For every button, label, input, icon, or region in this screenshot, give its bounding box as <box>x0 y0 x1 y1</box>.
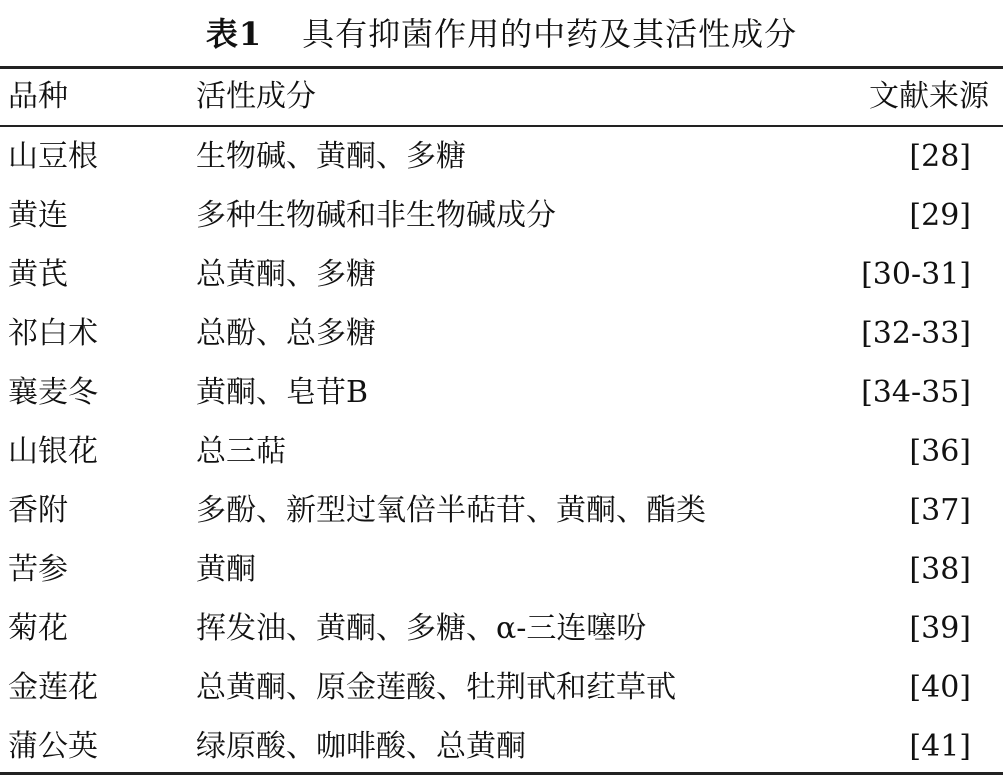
table-row <box>0 186 1003 245</box>
cell-components: 多酚、新型过氧倍半萜苷、黄酮、酯类 <box>196 493 706 528</box>
cell-reference: [36] <box>909 434 971 469</box>
table-row <box>0 422 1003 481</box>
cell-variety: 祁白术 <box>8 316 98 351</box>
cell-variety: 黄连 <box>8 198 68 233</box>
cell-reference: [41] <box>909 729 971 764</box>
cell-components: 绿原酸、咖啡酸、总黄酮 <box>196 729 526 764</box>
cell-components: 黄酮、皂苷B <box>196 375 369 410</box>
cell-components: 生物碱、黄酮、多糖 <box>196 139 466 174</box>
table-row <box>0 481 1003 540</box>
cell-variety: 苦参 <box>8 552 68 587</box>
cell-reference: [38] <box>909 552 971 587</box>
cell-variety: 山豆根 <box>8 139 98 174</box>
table-row <box>0 127 1003 186</box>
table-row <box>0 717 1003 776</box>
cell-reference: [30-31] <box>861 257 971 292</box>
table-row <box>0 304 1003 363</box>
cell-reference: [28] <box>909 139 971 174</box>
table-row <box>0 245 1003 304</box>
cell-variety: 襄麦冬 <box>8 375 98 410</box>
table-row <box>0 363 1003 422</box>
table-row <box>0 540 1003 599</box>
cell-reference: [39] <box>909 611 971 646</box>
header-active-components: 活性成分 <box>196 79 316 114</box>
top-rule <box>0 66 1003 69</box>
cell-variety: 黄芪 <box>8 257 68 292</box>
cell-components: 黄酮 <box>196 552 256 587</box>
table-row <box>0 599 1003 658</box>
cell-components: 总酚、总多糖 <box>196 316 376 351</box>
cell-variety: 菊花 <box>8 611 68 646</box>
cell-variety: 金莲花 <box>8 670 98 705</box>
cell-variety: 山银花 <box>8 434 98 469</box>
cell-variety: 蒲公英 <box>8 729 98 764</box>
table-title-text: 具有抑菌作用的中药及其活性成分 <box>302 15 798 53</box>
table-title <box>0 10 1003 58</box>
cell-components: 多种生物碱和非生物碱成分 <box>196 198 556 233</box>
table-body <box>0 127 1003 776</box>
table-number-label: 表1 <box>205 15 263 53</box>
cell-reference: [29] <box>909 198 971 233</box>
cell-reference: [32-33] <box>861 316 971 351</box>
table-header-row <box>0 70 1003 126</box>
cell-components: 总黄酮、原金莲酸、牡荆甙和荭草甙 <box>196 670 676 705</box>
cell-components: 挥发油、黄酮、多糖、α-三连噻吩 <box>196 611 647 646</box>
header-variety: 品种 <box>8 79 68 114</box>
data-table <box>0 70 1003 764</box>
cell-variety: 香附 <box>8 493 68 528</box>
cell-reference: [34-35] <box>861 375 971 410</box>
table-row <box>0 658 1003 717</box>
cell-reference: [40] <box>909 670 971 705</box>
cell-components: 总黄酮、多糖 <box>196 257 376 292</box>
cell-reference: [37] <box>909 493 971 528</box>
cell-components: 总三萜 <box>196 434 286 469</box>
header-references: 文献来源 <box>869 79 989 114</box>
